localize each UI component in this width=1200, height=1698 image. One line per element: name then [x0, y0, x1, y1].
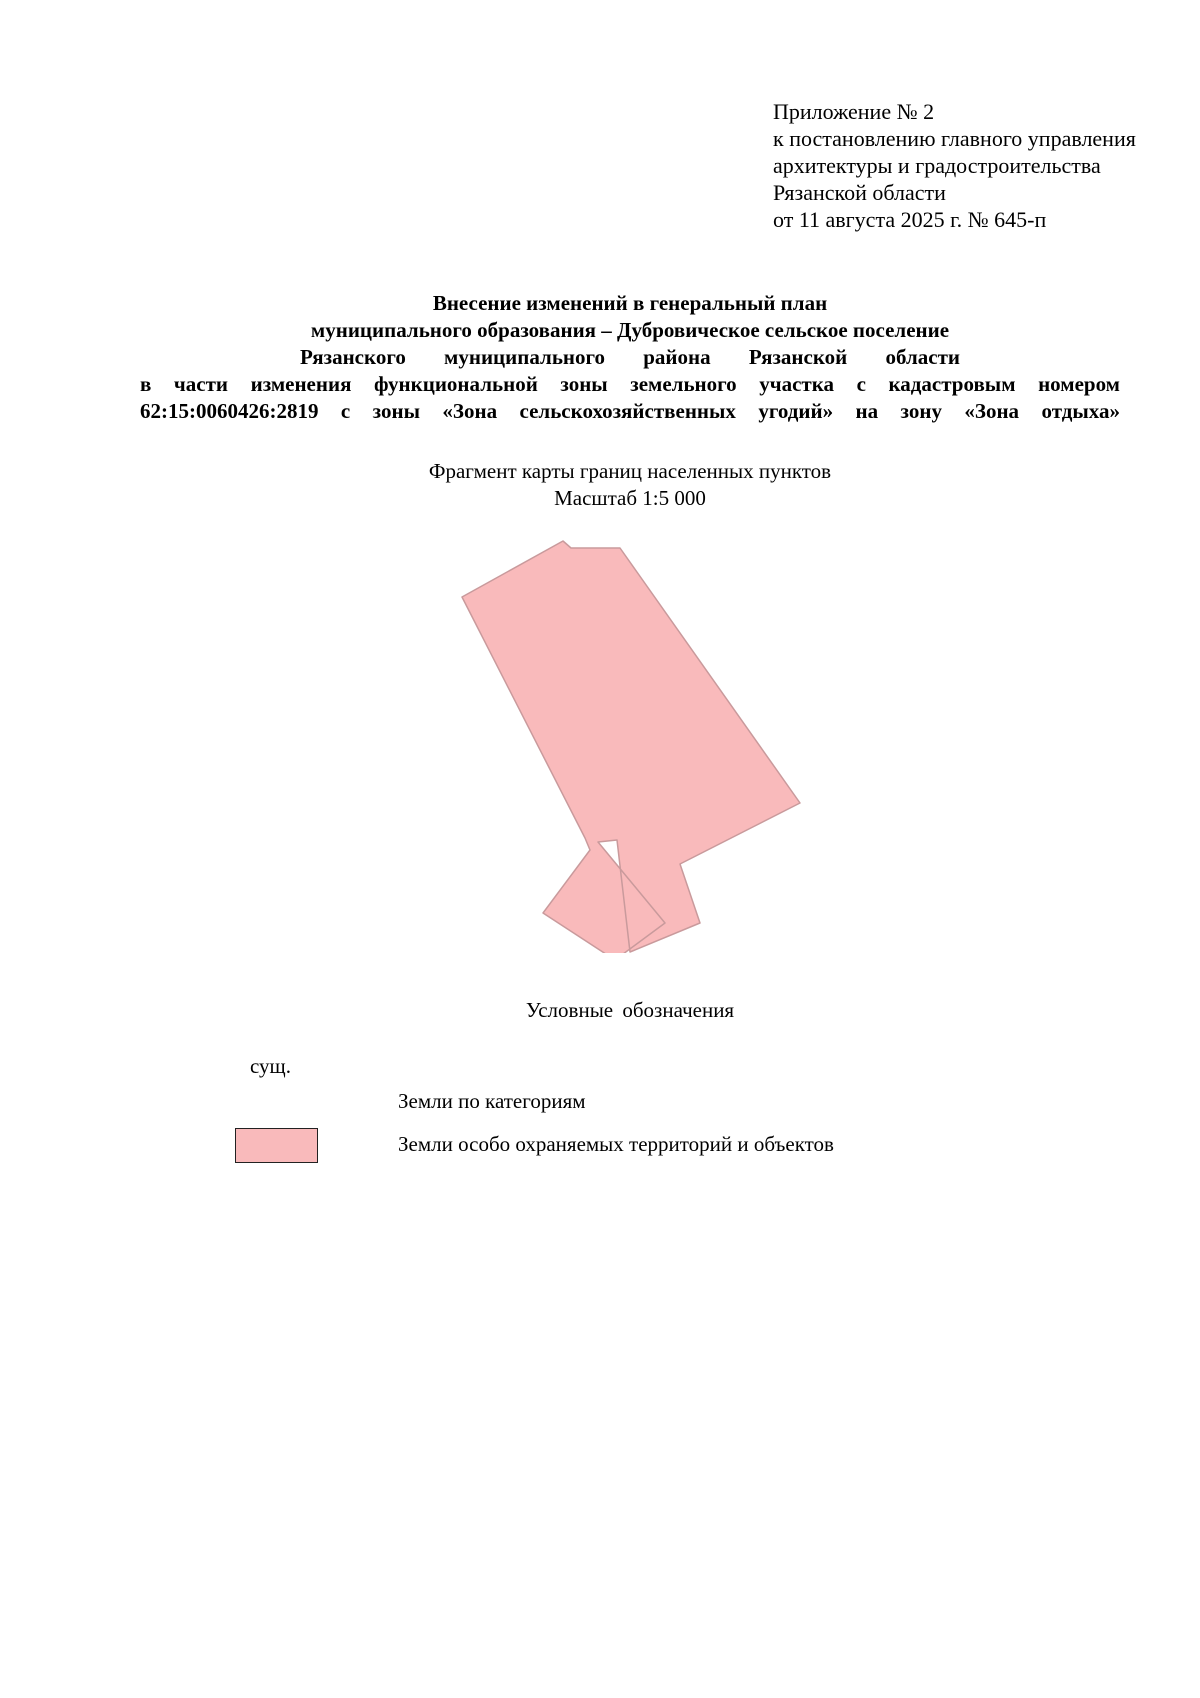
title-line: Рязанского муниципального района Рязанской области [300, 345, 960, 369]
legend-category-heading: Земли по категориям [398, 1089, 586, 1113]
map-fragment [455, 533, 815, 953]
map-caption-text: Фрагмент карты границ населенных пунктов [428, 459, 832, 483]
legend-item-label: Земли особо охраняемых территорий и объектов [398, 1132, 834, 1156]
appendix-line: от 11 августа 2025 г. № 645-п [773, 207, 1047, 232]
legend-color-swatch [235, 1128, 318, 1163]
map-caption [0, 458, 1200, 512]
appendix-line: архитектуры и градостроительства [773, 153, 1101, 178]
appendix-line: к постановлению главного управления [773, 126, 1136, 151]
appendix-header [773, 98, 1136, 233]
document-title [140, 290, 1120, 425]
title-line: 62:15:0060426:2819 с зоны «Зона сельскохозяйственных угодий» на зону «Зона отдыха» [140, 399, 1120, 423]
map-scale: Масштаб 1:5 000 [554, 486, 706, 510]
title-line: муниципального образования – Дубровическое сельское поселение [310, 318, 950, 342]
title-line: Внесение изменений в генеральный план [432, 291, 828, 315]
appendix-line: Приложение № 2 [773, 99, 935, 124]
title-line: в части изменения функциональной зоны земельного участка с кадастровым номером [140, 372, 1120, 396]
legend-existing-label: сущ. [250, 1054, 291, 1078]
land-parcel-polygon [462, 541, 800, 953]
appendix-line: Рязанской области [773, 180, 946, 205]
legend-title: Условные обозначения [525, 998, 735, 1022]
